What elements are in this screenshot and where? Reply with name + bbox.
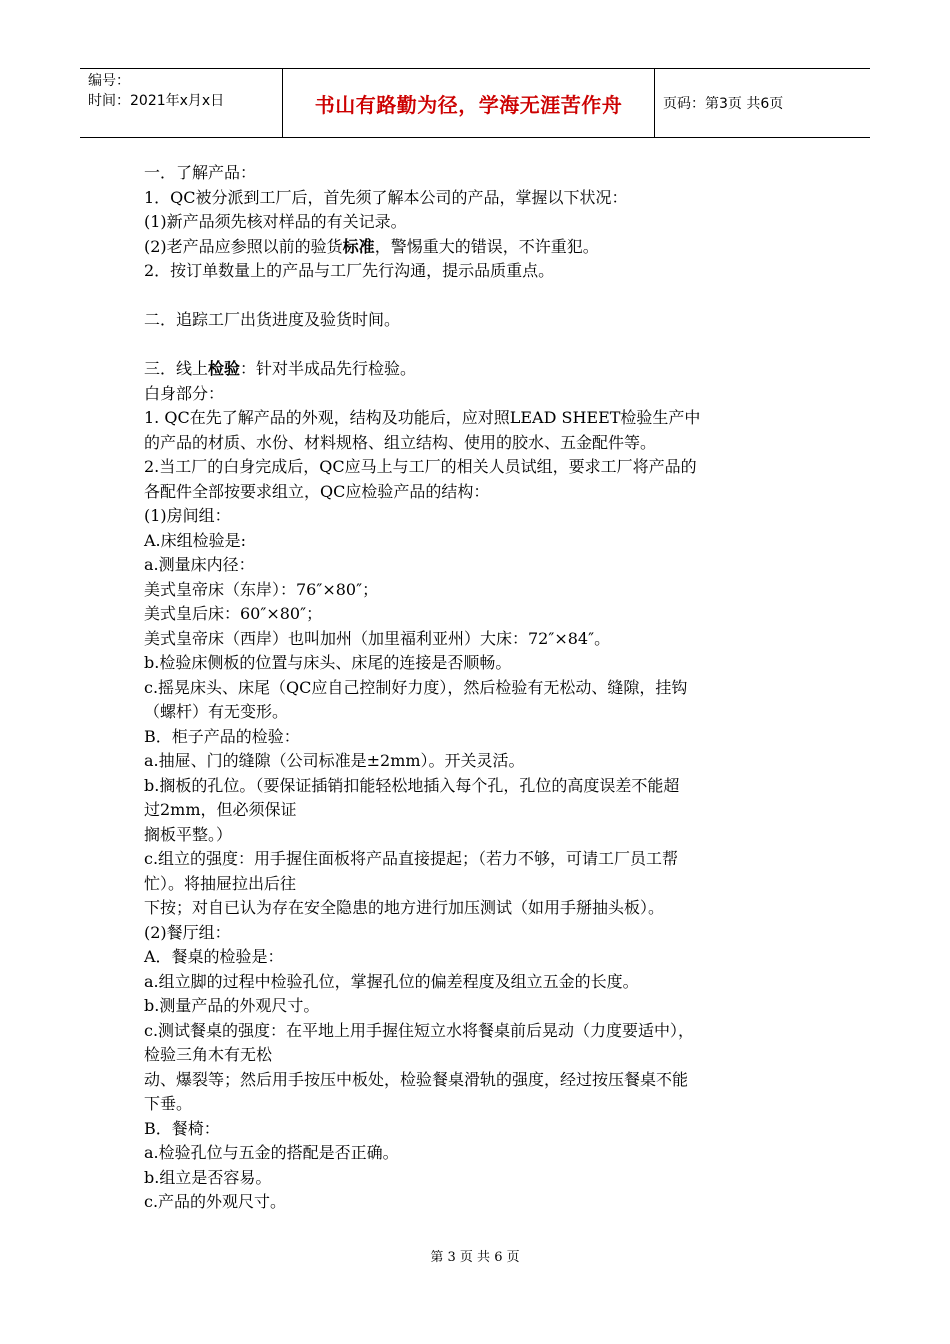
header-info-cell bbox=[80, 69, 283, 137]
body-line: c.组立的强度：用手握住面板将产品直接提起；（若力不够，可请工厂员工帮 bbox=[144, 849, 679, 868]
body-line: B．柜子产品的检验： bbox=[144, 726, 300, 746]
body-line: 检验三角木有无松 bbox=[144, 1045, 273, 1064]
body-line: 美式皇帝床（西岸）也叫加州（加里福利亚州）大床：72″×84″。 bbox=[144, 628, 611, 648]
body-line: 二．追踪工厂出货进度及验货时间。 bbox=[144, 310, 401, 329]
body-line: a.抽屉、门的缝隙（公司标准是±2mm）。开关灵活。 bbox=[144, 751, 525, 770]
blank-line bbox=[144, 284, 809, 309]
body-line: c.摇晃床头、床尾（QC应自己控制好力度），然后检验有无松动、缝隙，挂钩 bbox=[144, 677, 688, 697]
line-text: ：针对半成品先行检验。 bbox=[240, 359, 417, 378]
body-line: 1. QC在先了解产品的外观，结构及功能后，应对照LEAD SHEET检验生产中 bbox=[144, 408, 701, 427]
line-bold-text: 标准 bbox=[342, 236, 375, 256]
body-line: 忙）。将抽屉拉出后往 bbox=[144, 873, 297, 893]
body-line: 过2mm，但必须保证 bbox=[144, 800, 297, 819]
line-text: 三．线上 bbox=[144, 359, 209, 378]
line-text: ，警惕重大的错误，不许重犯。 bbox=[374, 236, 599, 256]
header-time-label: 时间：2021年x月x日 bbox=[88, 93, 225, 109]
body-line: a.测量床内径： bbox=[144, 555, 255, 574]
body-line: A.床组检验是: bbox=[144, 530, 247, 550]
body-line: 各配件全部按要求组立，QC应检验产品的结构： bbox=[144, 481, 490, 501]
document-body bbox=[144, 161, 809, 1215]
body-line: 下垂。 bbox=[144, 1094, 193, 1113]
body-line: (1)房间组： bbox=[144, 506, 231, 525]
line-text: (2)老产品应参照以前的验货 bbox=[144, 236, 343, 256]
page-footer: 第 3 页 共 6 页 bbox=[430, 1250, 520, 1265]
body-line: b.检验床侧板的位置与床头、床尾的连接是否顺畅。 bbox=[144, 653, 512, 672]
body-line: a.检验孔位与五金的搭配是否正确。 bbox=[144, 1143, 399, 1162]
body-line: 2．按订单数量上的产品与工厂先行沟通，提示品质重点。 bbox=[144, 261, 555, 280]
header-table bbox=[80, 68, 870, 138]
body-line: b.搁板的孔位。（要保证插销扣能轻松地插入每个孔，孔位的高度误差不能超 bbox=[144, 775, 680, 795]
body-line: 搁板平整。） bbox=[144, 824, 233, 844]
body-line: 1．QC被分派到工厂后，首先须了解本公司的产品，掌握以下状况： bbox=[144, 187, 628, 207]
body-line: 白身部分： bbox=[144, 383, 225, 403]
body-line: (1)新产品须先核对样品的有关记录。 bbox=[144, 212, 407, 231]
header-motto: 书山有路勤为径，学海无涯苦作舟 bbox=[283, 69, 655, 137]
body-line: （螺杆）有无变形。 bbox=[144, 702, 289, 721]
body-line: 下按；对自已认为存在安全隐患的地方进行加压测试（如用手掰抽头板）。 bbox=[144, 898, 665, 917]
body-line: 的产品的材质、水份、材料规格、组立结构、使用的胶水、五金配件等。 bbox=[144, 432, 657, 452]
body-line: 动、爆裂等；然后用手按压中板处，检验餐桌滑轨的强度，经过按压餐桌不能 bbox=[144, 1069, 689, 1089]
body-line: c.产品的外观尺寸。 bbox=[144, 1192, 287, 1211]
body-line: 2.当工厂的白身完成后，QC应马上与工厂的相关人员试组，要求工厂将产品的 bbox=[144, 457, 697, 476]
body-line: b.测量产品的外观尺寸。 bbox=[144, 996, 320, 1015]
blank-line bbox=[144, 333, 809, 358]
header-number-label: 编号： bbox=[88, 73, 130, 89]
body-line bbox=[144, 357, 809, 382]
body-line: B．餐椅： bbox=[144, 1118, 220, 1138]
header-page-label: 页码：第3页 共6页 bbox=[663, 96, 784, 112]
body-line bbox=[144, 235, 809, 260]
body-line: 美式皇后床：60″×80″； bbox=[144, 604, 323, 623]
body-line: (2)餐厅组： bbox=[144, 922, 231, 942]
body-line: a.组立脚的过程中检验孔位，掌握孔位的偏差程度及组立五金的长度。 bbox=[144, 971, 639, 991]
line-bold-text: 检验 bbox=[208, 359, 241, 378]
body-line: 美式皇帝床（东岸）：76″×80″； bbox=[144, 579, 379, 599]
body-line: A．餐桌的检验是： bbox=[144, 947, 284, 966]
body-line: b.组立是否容易。 bbox=[144, 1167, 272, 1187]
body-line: 一．了解产品： bbox=[144, 163, 257, 182]
body-line: c.测试餐桌的强度：在平地上用手握住短立水将餐桌前后晃动（力度要适中）， bbox=[144, 1020, 695, 1040]
